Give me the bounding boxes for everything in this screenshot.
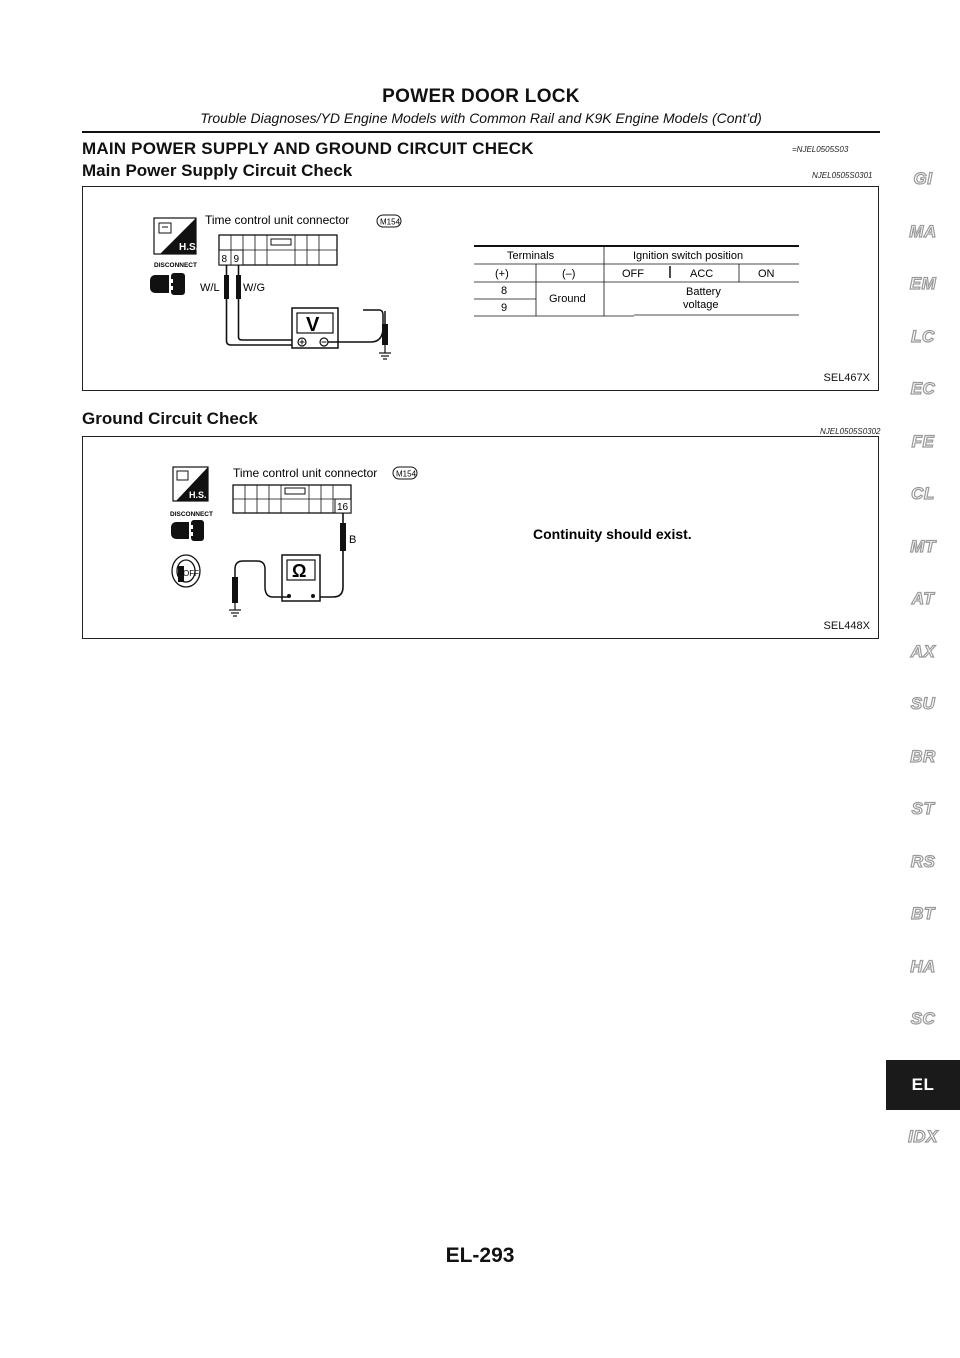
- page-number: EL-293: [445, 1244, 515, 1267]
- hs-label: H.S.: [189, 490, 207, 500]
- disconnect-label: DISCONNECT: [154, 262, 197, 269]
- tab-br[interactable]: BR: [910, 747, 936, 766]
- table-terminal-8: 8: [501, 285, 508, 297]
- ground-ref-code: NJEL0505S0302: [820, 427, 881, 436]
- main-power-title: Main Power Supply Circuit Check: [82, 161, 353, 180]
- probe-wires: [224, 265, 299, 345]
- page-subtitle: Trouble Diagnoses/YD Engine Models with Common Rail and K9K Engine Models (Cont’d): [200, 110, 762, 126]
- table-ground-cell: Ground: [549, 293, 586, 305]
- ground-figure-code: SEL448X: [823, 620, 870, 632]
- ground-diagram: [83, 437, 878, 638]
- page-title: POWER DOOR LOCK: [382, 86, 580, 107]
- table-battery-line1: Battery: [686, 286, 721, 298]
- tab-sc[interactable]: SC: [910, 1009, 936, 1028]
- main-power-diagram: [83, 187, 878, 390]
- table-battery-line2: voltage: [683, 299, 719, 311]
- tab-idx[interactable]: IDX: [908, 1127, 938, 1146]
- ground-figure: [82, 436, 879, 639]
- tab-em[interactable]: EM: [909, 274, 937, 293]
- continuity-note: Continuity should exist.: [533, 526, 692, 542]
- page-header: [82, 86, 880, 126]
- pin-9-label: 9: [233, 254, 240, 265]
- wire-b-label: B: [349, 534, 357, 546]
- table-plus-header: (+): [495, 268, 509, 280]
- pin-16-label: 16: [337, 502, 349, 513]
- header-rule: [82, 131, 880, 133]
- off-label: OFF: [183, 569, 199, 578]
- tab-st[interactable]: ST: [911, 799, 935, 818]
- main-power-figure-code: SEL467X: [823, 372, 870, 384]
- pin-8-label: 8: [221, 254, 228, 265]
- tab-el[interactable]: EL: [886, 1060, 960, 1110]
- section-ref-code: =NJEL0505S03: [792, 145, 849, 154]
- main-power-figure: [82, 186, 879, 391]
- ohmmeter-symbol: Ω: [292, 561, 307, 581]
- tab-fe[interactable]: FE: [911, 432, 935, 451]
- tab-lc[interactable]: LC: [911, 327, 935, 346]
- tab-ax[interactable]: AX: [910, 642, 936, 661]
- tab-ma[interactable]: MA: [909, 222, 937, 241]
- connector-face: [233, 485, 351, 513]
- connector-id: M154: [396, 469, 417, 479]
- wire-wg-label: W/G: [243, 282, 265, 294]
- ground-title: Ground Circuit Check: [82, 409, 258, 428]
- disconnect-label: DISCONNECT: [170, 511, 213, 518]
- wire-wl-label: W/L: [200, 282, 220, 294]
- tab-cl[interactable]: CL: [911, 484, 935, 503]
- table-terminals-header: Terminals: [507, 250, 555, 262]
- connector-id: M154: [380, 217, 401, 227]
- connector-label: Time control unit connector: [205, 213, 350, 227]
- table-off-header: OFF: [622, 268, 644, 280]
- table-on-header: ON: [758, 268, 775, 280]
- connector-label: Time control unit connector: [233, 466, 378, 480]
- tab-ec[interactable]: EC: [910, 379, 936, 398]
- disconnect-connector-icon: [171, 520, 204, 541]
- tab-ha[interactable]: HA: [910, 957, 936, 976]
- hs-icon: [173, 467, 208, 501]
- table-acc-header: ACC: [690, 268, 714, 280]
- tab-mt[interactable]: MT: [910, 537, 936, 556]
- tab-rs[interactable]: RS: [910, 852, 936, 871]
- table-minus-header: (–): [562, 268, 576, 280]
- tab-at[interactable]: AT: [911, 589, 935, 608]
- disconnect-connector-icon: [150, 273, 185, 295]
- table-terminal-9: 9: [501, 302, 508, 314]
- main-power-ref-code: NJEL0505S0301: [812, 171, 873, 180]
- table-ignition-header: Ignition switch position: [633, 250, 744, 262]
- tab-gi[interactable]: GI: [913, 169, 933, 188]
- voltmeter-symbol: V: [306, 314, 320, 336]
- tab-bt[interactable]: BT: [911, 904, 935, 923]
- hs-icon: [154, 218, 199, 254]
- hs-label: H.S.: [179, 242, 199, 253]
- section-title: MAIN POWER SUPPLY AND GROUND CIRCUIT CHECK: [82, 139, 534, 158]
- tab-su[interactable]: SU: [910, 694, 936, 713]
